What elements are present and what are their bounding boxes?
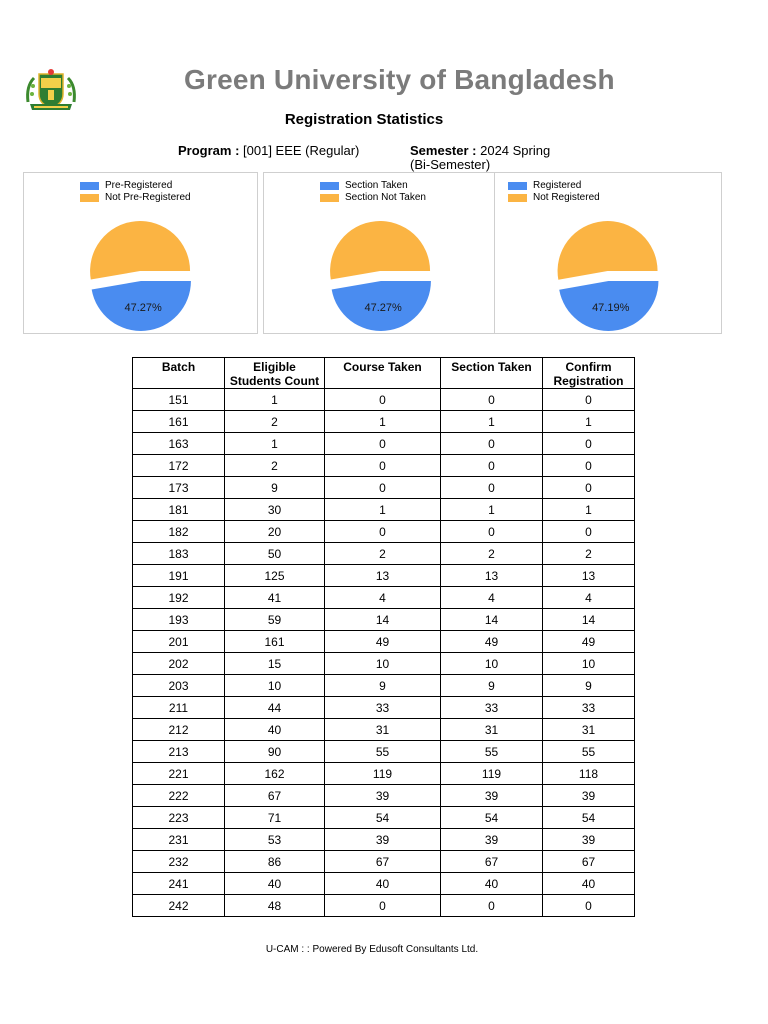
table-row xyxy=(133,411,635,433)
table-cell: 2 xyxy=(225,455,325,477)
table-cell: 33 xyxy=(441,697,543,719)
table-cell: 10 xyxy=(225,675,325,697)
table-cell: 1 xyxy=(225,433,325,455)
table-cell: 193 xyxy=(133,609,225,631)
program-label: Program : xyxy=(178,143,240,158)
table-row xyxy=(133,675,635,697)
table-cell: 0 xyxy=(543,477,635,499)
table-cell: 2 xyxy=(441,543,543,565)
table-cell: 55 xyxy=(543,741,635,763)
table-row xyxy=(133,785,635,807)
table-row xyxy=(133,455,635,477)
table-cell: 151 xyxy=(133,389,225,411)
table-cell: 54 xyxy=(325,807,441,829)
table-row xyxy=(133,873,635,895)
table-cell: 31 xyxy=(441,719,543,741)
legend-label: Section Taken xyxy=(345,180,408,191)
table-cell: 212 xyxy=(133,719,225,741)
table-cell: 0 xyxy=(543,895,635,917)
table-cell: 223 xyxy=(133,807,225,829)
table-row xyxy=(133,521,635,543)
table-cell: 20 xyxy=(225,521,325,543)
table-row xyxy=(133,829,635,851)
pie-slice-secondary xyxy=(90,221,190,280)
table-cell: 0 xyxy=(325,455,441,477)
table-cell: 13 xyxy=(325,565,441,587)
table-cell: 13 xyxy=(441,565,543,587)
table-row xyxy=(133,433,635,455)
table-cell: 192 xyxy=(133,587,225,609)
pie-slice-secondary xyxy=(558,221,658,280)
registration-table xyxy=(132,357,635,917)
legend-label: Section Not Taken xyxy=(345,192,426,203)
table-cell: 0 xyxy=(441,433,543,455)
table-cell: 241 xyxy=(133,873,225,895)
table-cell: 1 xyxy=(325,499,441,521)
table-cell: 53 xyxy=(225,829,325,851)
legend-label: Pre-Registered xyxy=(105,180,173,191)
pie-data-label: 47.27% xyxy=(124,301,162,314)
table-cell: 0 xyxy=(543,389,635,411)
table-row xyxy=(133,741,635,763)
table-cell: 161 xyxy=(133,411,225,433)
table-cell: 182 xyxy=(133,521,225,543)
table-row xyxy=(133,653,635,675)
pre-registration-pie xyxy=(24,173,257,333)
table-cell: 55 xyxy=(441,741,543,763)
table-cell: 201 xyxy=(133,631,225,653)
table-cell: 39 xyxy=(543,829,635,851)
legend-label: Not Registered xyxy=(533,192,600,203)
table-cell: 1 xyxy=(441,499,543,521)
program-value: [001] EEE (Regular) xyxy=(243,143,360,158)
section-taken-pie xyxy=(264,173,497,333)
table-cell: 172 xyxy=(133,455,225,477)
table-cell: 49 xyxy=(325,631,441,653)
table-cell: 49 xyxy=(543,631,635,653)
table-body xyxy=(133,389,635,917)
semester-info xyxy=(410,144,570,172)
table-cell: 203 xyxy=(133,675,225,697)
table-row xyxy=(133,389,635,411)
table-row xyxy=(133,587,635,609)
table-cell: 31 xyxy=(543,719,635,741)
table-cell: 30 xyxy=(225,499,325,521)
table-row xyxy=(133,719,635,741)
table-cell: 9 xyxy=(225,477,325,499)
university-name: Green University of Bangladesh xyxy=(184,64,615,95)
table-cell: 48 xyxy=(225,895,325,917)
table-cell: 40 xyxy=(543,873,635,895)
table-cell: 33 xyxy=(325,697,441,719)
table-cell: 232 xyxy=(133,851,225,873)
table-cell: 4 xyxy=(325,587,441,609)
pie-slice-secondary xyxy=(330,221,430,280)
table-cell: 0 xyxy=(441,895,543,917)
table-cell: 162 xyxy=(225,763,325,785)
table-cell: 163 xyxy=(133,433,225,455)
table-cell: 0 xyxy=(441,477,543,499)
table-cell: 242 xyxy=(133,895,225,917)
table-row xyxy=(133,543,635,565)
table-cell: 125 xyxy=(225,565,325,587)
table-cell: 49 xyxy=(441,631,543,653)
table-cell: 90 xyxy=(225,741,325,763)
table-cell: 211 xyxy=(133,697,225,719)
table-cell: 54 xyxy=(441,807,543,829)
table-cell: 39 xyxy=(325,785,441,807)
table-cell: 41 xyxy=(225,587,325,609)
table-cell: 86 xyxy=(225,851,325,873)
table-row xyxy=(133,851,635,873)
table-cell: 67 xyxy=(325,851,441,873)
section-taken-chart xyxy=(263,172,498,334)
table-cell: 0 xyxy=(441,389,543,411)
table-row xyxy=(133,697,635,719)
table-header-row xyxy=(133,358,635,389)
legend-label: Registered xyxy=(533,180,582,191)
table-cell: 10 xyxy=(441,653,543,675)
pie-data-label: 47.19% xyxy=(592,301,630,314)
table-cell: 222 xyxy=(133,785,225,807)
table-cell: 1 xyxy=(543,499,635,521)
table-cell: 0 xyxy=(441,455,543,477)
column-header-confirm: Confirm Registration xyxy=(543,358,635,389)
table-cell: 2 xyxy=(325,543,441,565)
pre-registration-chart xyxy=(23,172,258,334)
semester-value: 2024 Spring xyxy=(480,143,551,158)
table-cell: 14 xyxy=(325,609,441,631)
table-cell: 119 xyxy=(441,763,543,785)
table-cell: 2 xyxy=(225,411,325,433)
table-cell: 33 xyxy=(543,697,635,719)
table-cell: 0 xyxy=(325,477,441,499)
table-cell: 39 xyxy=(325,829,441,851)
table-cell: 4 xyxy=(441,587,543,609)
table-cell: 213 xyxy=(133,741,225,763)
table-cell: 67 xyxy=(441,851,543,873)
table-cell: 0 xyxy=(543,433,635,455)
table-cell: 0 xyxy=(325,389,441,411)
table-cell: 15 xyxy=(225,653,325,675)
table-cell: 173 xyxy=(133,477,225,499)
table-cell: 9 xyxy=(441,675,543,697)
legend-label: Not Pre-Registered xyxy=(105,192,191,203)
table-cell: 231 xyxy=(133,829,225,851)
table-cell: 14 xyxy=(441,609,543,631)
table-cell: 0 xyxy=(325,521,441,543)
table-cell: 10 xyxy=(543,653,635,675)
table-cell: 39 xyxy=(543,785,635,807)
table-cell: 0 xyxy=(325,433,441,455)
table-row xyxy=(133,895,635,917)
table-cell: 39 xyxy=(441,829,543,851)
table-cell: 54 xyxy=(543,807,635,829)
table-cell: 0 xyxy=(543,455,635,477)
table-cell: 1 xyxy=(225,389,325,411)
registered-pie xyxy=(495,173,721,333)
university-logo xyxy=(24,64,78,114)
column-header-section-taken: Section Taken xyxy=(441,358,543,389)
table-cell: 71 xyxy=(225,807,325,829)
table-cell: 161 xyxy=(225,631,325,653)
table-cell: 1 xyxy=(441,411,543,433)
pie-data-label: 47.27% xyxy=(364,301,402,314)
semester-label: Semester : xyxy=(410,143,477,158)
table-cell: 9 xyxy=(543,675,635,697)
table-cell: 40 xyxy=(225,719,325,741)
table-cell: 50 xyxy=(225,543,325,565)
column-header-eligible: Eligible Students Count xyxy=(225,358,325,389)
table-row xyxy=(133,631,635,653)
table-cell: 31 xyxy=(325,719,441,741)
table-cell: 1 xyxy=(543,411,635,433)
table-row xyxy=(133,609,635,631)
table-cell: 59 xyxy=(225,609,325,631)
table-cell: 119 xyxy=(325,763,441,785)
footer-credit: U-CAM : : Powered By Edusoft Consultants Ltd. xyxy=(265,944,479,955)
column-header-batch: Batch xyxy=(133,358,225,389)
table-cell: 221 xyxy=(133,763,225,785)
table-cell: 0 xyxy=(543,521,635,543)
table-row xyxy=(133,807,635,829)
table-row xyxy=(133,763,635,785)
table-cell: 40 xyxy=(225,873,325,895)
table-cell: 2 xyxy=(543,543,635,565)
table-cell: 9 xyxy=(325,675,441,697)
table-cell: 4 xyxy=(543,587,635,609)
table-cell: 118 xyxy=(543,763,635,785)
table-cell: 0 xyxy=(441,521,543,543)
table-row xyxy=(133,499,635,521)
registered-chart xyxy=(494,172,722,334)
table-row xyxy=(133,565,635,587)
table-cell: 44 xyxy=(225,697,325,719)
table-cell: 67 xyxy=(543,851,635,873)
table-cell: 181 xyxy=(133,499,225,521)
table-row xyxy=(133,477,635,499)
table-cell: 40 xyxy=(441,873,543,895)
table-cell: 0 xyxy=(325,895,441,917)
table-cell: 202 xyxy=(133,653,225,675)
table-cell: 1 xyxy=(325,411,441,433)
semester-note: (Bi-Semester) xyxy=(410,157,491,172)
table-cell: 55 xyxy=(325,741,441,763)
table-cell: 191 xyxy=(133,565,225,587)
table-cell: 67 xyxy=(225,785,325,807)
table-cell: 40 xyxy=(325,873,441,895)
table-cell: 183 xyxy=(133,543,225,565)
program-info xyxy=(178,144,359,158)
report-title: Registration Statistics xyxy=(284,111,444,128)
table-cell: 14 xyxy=(543,609,635,631)
column-header-course-taken: Course Taken xyxy=(325,358,441,389)
table-cell: 13 xyxy=(543,565,635,587)
table-cell: 39 xyxy=(441,785,543,807)
table-cell: 10 xyxy=(325,653,441,675)
